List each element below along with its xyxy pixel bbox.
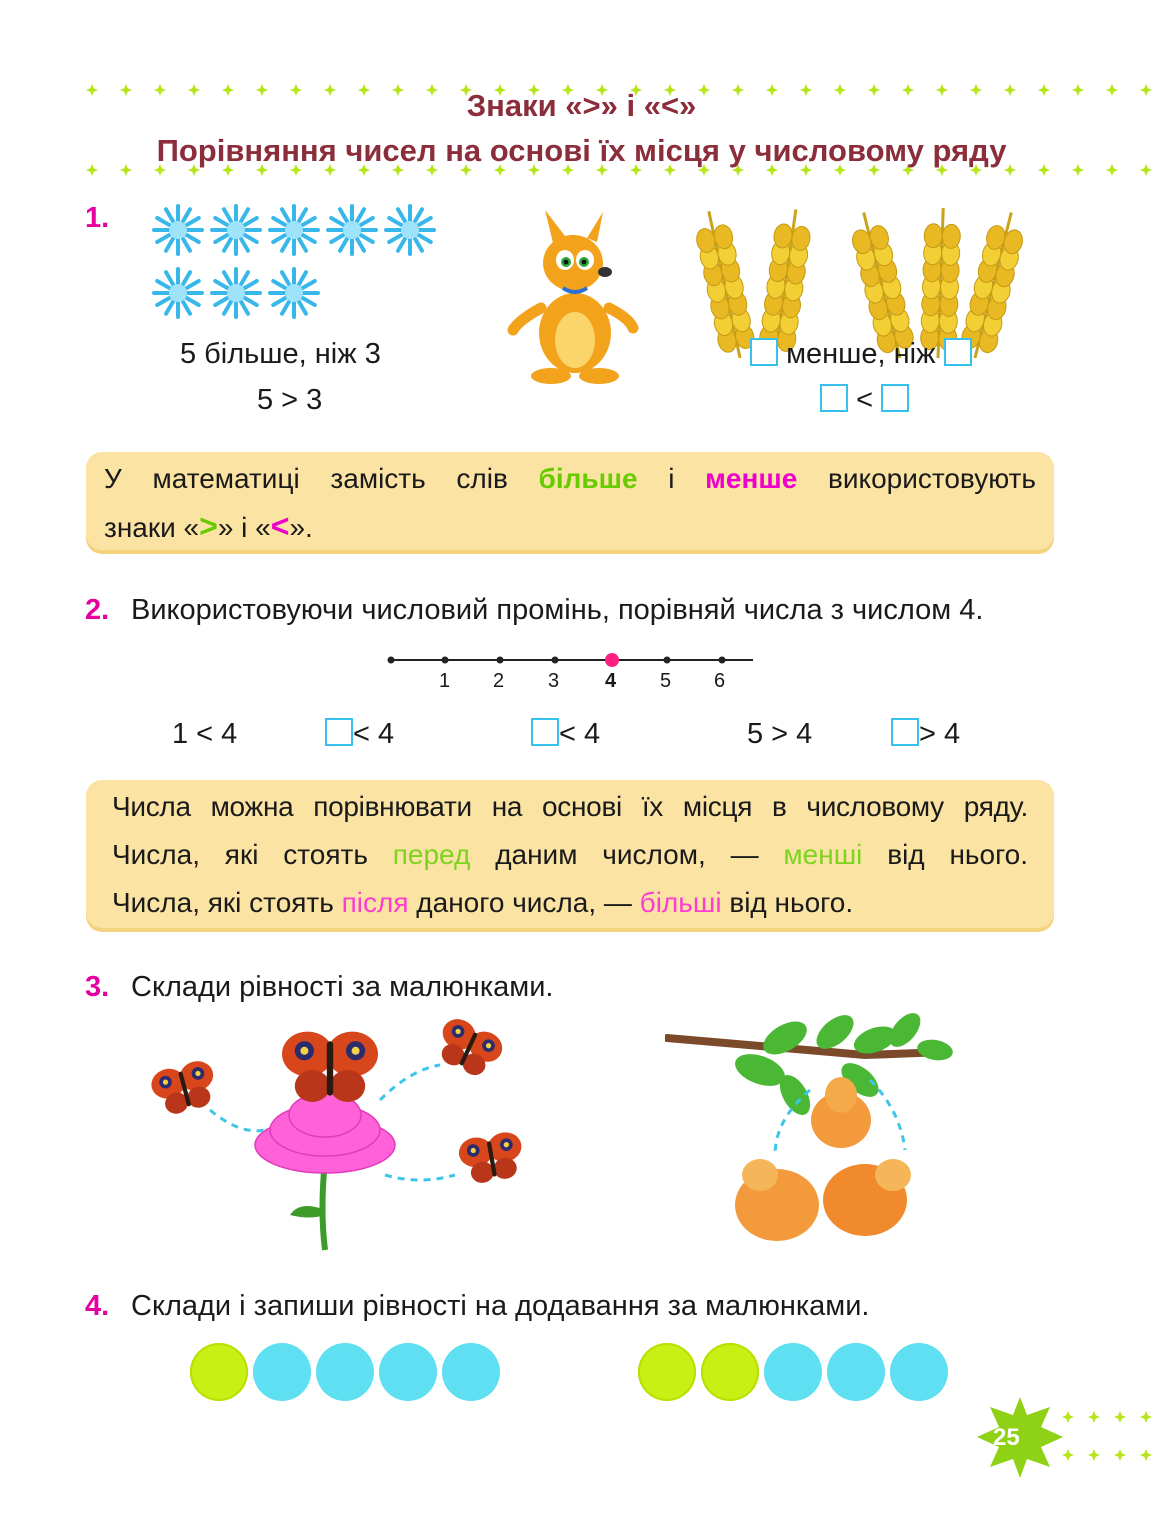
ray-tick-label: 1 [439, 670, 451, 692]
snowflake-icon [154, 206, 202, 254]
decor-star [1088, 1411, 1100, 1423]
sign-greater: > [199, 508, 218, 544]
circles-group-left [190, 1343, 510, 1403]
page-number: 25 [993, 1424, 1020, 1451]
rule1-line2: знаки «>» і «<». [104, 508, 313, 544]
snowflake-icon [154, 269, 202, 317]
blue-circle [253, 1343, 311, 1401]
snowflake-icon [212, 269, 260, 317]
page-title: Знаки «>» і «<» [466, 88, 697, 123]
green-circle [638, 1343, 696, 1401]
sign-less: < [270, 508, 290, 544]
snowflake-icon [270, 206, 318, 254]
task2-eq2: < 4 [325, 718, 394, 751]
answer-box[interactable] [820, 384, 848, 412]
task2-eq4: 5 > 4 [747, 718, 813, 750]
task1-left-expr: 5 > 3 [257, 384, 323, 416]
decor-star [1062, 1411, 1074, 1423]
task1-right-caption-row [750, 338, 972, 371]
decor-star [1114, 1449, 1126, 1461]
blue-circle [316, 1343, 374, 1401]
wheat-ear-icon [691, 208, 757, 358]
task4-text: Склади і запиши рівності на додавання за малюнками. [131, 1290, 870, 1322]
task3-number: 3. [85, 971, 110, 1003]
snowflake-icon [328, 206, 376, 254]
task1-right-sign: < [856, 384, 873, 416]
blue-circle [890, 1343, 948, 1401]
answer-box[interactable] [325, 718, 353, 746]
task3-text: Склади рівності за малюнками. [131, 971, 554, 1003]
number-ray [385, 650, 755, 670]
task2-number: 2. [85, 594, 110, 626]
blue-circle [827, 1343, 885, 1401]
ray-tick-label: 3 [548, 670, 560, 692]
decor-star [1114, 1411, 1126, 1423]
rule2-line2: Числа, які стоять перед даним числом, — менші від нього. [112, 839, 1029, 870]
green-circle [701, 1343, 759, 1401]
ray-tick-label-highlight: 4 [605, 670, 617, 692]
word-less: менше [705, 463, 798, 494]
butterflies-flower-illustration [150, 1010, 530, 1255]
snowflake-icon [386, 206, 434, 254]
decor-star [1140, 1449, 1152, 1461]
task1-right-expr-row [820, 384, 909, 417]
task4-number: 4. [85, 1290, 110, 1322]
wheat-illustration [680, 188, 1030, 358]
wheat-ear-icon [846, 208, 917, 358]
kangaroo-illustration [505, 208, 645, 388]
word-before: перед [392, 839, 471, 870]
rule1-line1: У математиці замість слів більше і менше використовують [104, 463, 1036, 494]
task2-eq1: 1 < 4 [172, 718, 238, 750]
task1-number: 1. [85, 202, 110, 234]
pears-branch-illustration [665, 1010, 965, 1250]
wheat-ear-icon [958, 208, 1029, 358]
word-smaller: менші [783, 839, 863, 870]
decor-star [1062, 1449, 1074, 1461]
word-after: після [341, 887, 409, 918]
rule2-line1: Числа можна порівнювати на основі їх місця в числовому ряду. [112, 791, 1028, 822]
task1-left-caption: 5 більше, ніж 3 [180, 338, 381, 370]
decor-stars-bottom [1060, 1405, 1160, 1465]
task2-text: Використовуючи числовий промінь, порівняй числа з числом 4. [131, 594, 984, 626]
snowflakes-illustration [148, 200, 448, 330]
decor-star [1088, 1449, 1100, 1461]
ray-tick-label: 6 [714, 670, 726, 692]
decor-star [1140, 1411, 1152, 1423]
page-subtitle: Порівняння чисел на основі їх місця у числовому ряду [156, 133, 1007, 168]
page-number-badge [975, 1395, 1065, 1480]
answer-box[interactable] [881, 384, 909, 412]
wheat-ear-icon [920, 207, 961, 358]
green-circle [190, 1343, 248, 1401]
blue-circle [442, 1343, 500, 1401]
snowflake-icon [212, 206, 260, 254]
word-bigger: більші [639, 887, 722, 918]
answer-box[interactable] [750, 338, 778, 366]
answer-box[interactable] [944, 338, 972, 366]
answer-box[interactable] [531, 718, 559, 746]
rule-box-signs [86, 452, 1054, 550]
task2-eq5: > 4 [891, 718, 960, 751]
snowflake-icon [270, 269, 318, 317]
ray-tick-label: 5 [660, 670, 672, 692]
answer-box[interactable] [891, 718, 919, 746]
blue-circle [379, 1343, 437, 1401]
task2-eq3: < 4 [531, 718, 600, 751]
rule-box-order [86, 780, 1054, 928]
blue-circle [764, 1343, 822, 1401]
ray-tick-label: 2 [493, 670, 505, 692]
task1-right-caption: менше, ніж [786, 338, 936, 370]
circles-group-right [638, 1343, 958, 1403]
rule2-line3: Числа, які стоять після даного числа, — більші від нього. [112, 887, 854, 918]
word-more: більше [538, 463, 638, 494]
wheat-ear-icon [757, 207, 814, 358]
